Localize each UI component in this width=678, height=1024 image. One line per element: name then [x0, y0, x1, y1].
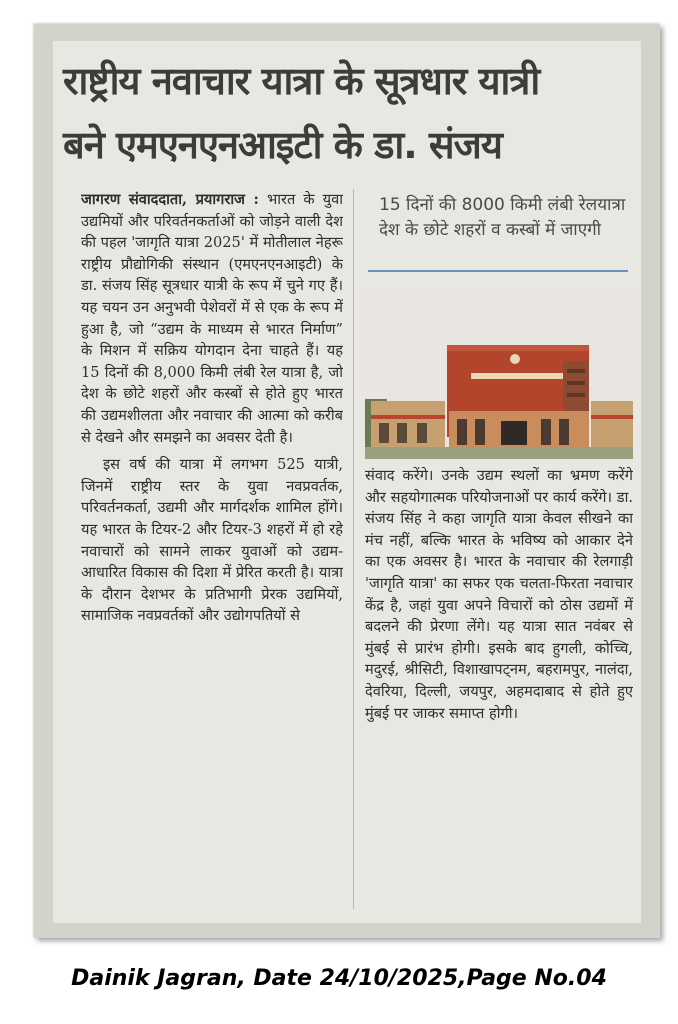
article-paragraph-3: संवाद करेंगे। उनके उद्यम स्थलों का भ्रमण करेंगे और सहयोगात्मक परियोजनाओं पर कार्य करेंगे। डा. संजय सिंह ने कहा जागृति यात्रा केवल सीखने का मंच नहीं, बल्कि भारत के भविष्य को आकार देने का एक अवसर है। भारत के नवाचार की रेलगाड़ी 'जागृति यात्रा' का सफर एक चलता-फिरता नवाचार केंद्र है, जहां युवा अपने विचारों को ठोस उद्यमों में बदलने की प्रेरणा लेंगे। यह यात्रा सात नवंबर से मुंबई से प्रारंभ होगी। इसके बाद हुगली, कोच्चि, मदुरई, श्रीसिटी, विशाखापट्नम, बहरामपुर, नालंदा, देवरिया, दिल्ली, जयपुर, अहमदाबाद से होते हुए मुंबई पर जाकर समाप्त होगी।: [365, 467, 633, 722]
subheadline: 15 दिनों की 8000 किमी लंबी रेलयात्रा देश के छोटे शहरों व कस्बों में जाएगी: [379, 195, 626, 240]
headline: [63, 49, 635, 177]
column-divider: [353, 189, 354, 909]
article-column-right: [365, 465, 633, 915]
source-caption: Dainik Jagran, Date 24/10/2025,Page No.04: [71, 966, 607, 991]
headline-line-2: बने एमएनएनआइटी के डा. संजय: [63, 123, 502, 167]
building-illustration: [365, 289, 633, 459]
newspaper-clipping: [53, 41, 641, 923]
clipping-frame: [34, 24, 660, 938]
article-column-left: [81, 189, 343, 915]
institute-building-photo: [365, 289, 633, 459]
byline: जागरण संवाददाता, प्रयागराज :: [81, 191, 259, 208]
article-paragraph-1: भारत के युवा उद्यमियों और परिवर्तनकर्ताओं को जोड़ने वाली देश की पहल 'जागृति यात्रा 2025' में मोतीलाल नेहरू राष्ट्रीय प्रौद्योगिकी संस्थान (एमएनएनआइटी) के डा. संजय सिंह सूत्रधार यात्री के रूप में चुने गए हैं। यह चयन उन अनुभवी पेशेवरों में से एक के रूप में हुआ है, जो “उद्यम के माध्यम से भारत निर्माण” के मिशन में सक्रिय योगदान देना चाहते हैं। यह 15 दिनों की 8,000 किमी लंबी रेल यात्रा है, जो देश के छोटे शहरों और कस्बों से होते हुए भारत की उद्यमशीलता और नवाचार की आत्मा को करीब से देखने और समझने का अवसर देती है।: [81, 191, 343, 446]
headline-line-1: राष्ट्रीय नवाचार यात्रा के सूत्रधार यात्री: [63, 59, 540, 103]
subheadline-rule: [368, 270, 628, 272]
article-paragraph-2: इस वर्ष की यात्रा में लगभग 525 यात्री, जिनमें राष्ट्रीय स्तर के युवा नवप्रवर्तक, परिवर्तनकर्ता, उद्यमी और मार्गदर्शक शामिल होंगे। यह भारत के टियर-2 और टियर-3 शहरों में हो रहे नवाचारों को सामने लाकर युवाओं को उद्यम-आधारित विकास की दिशा में प्रेरित करती है। यात्रा के दौरान देशभर के प्रतिभागी प्रेरक उद्यमियों, सामाजिक नवप्रवर्तकों और उद्योगपतियों से: [81, 456, 343, 625]
